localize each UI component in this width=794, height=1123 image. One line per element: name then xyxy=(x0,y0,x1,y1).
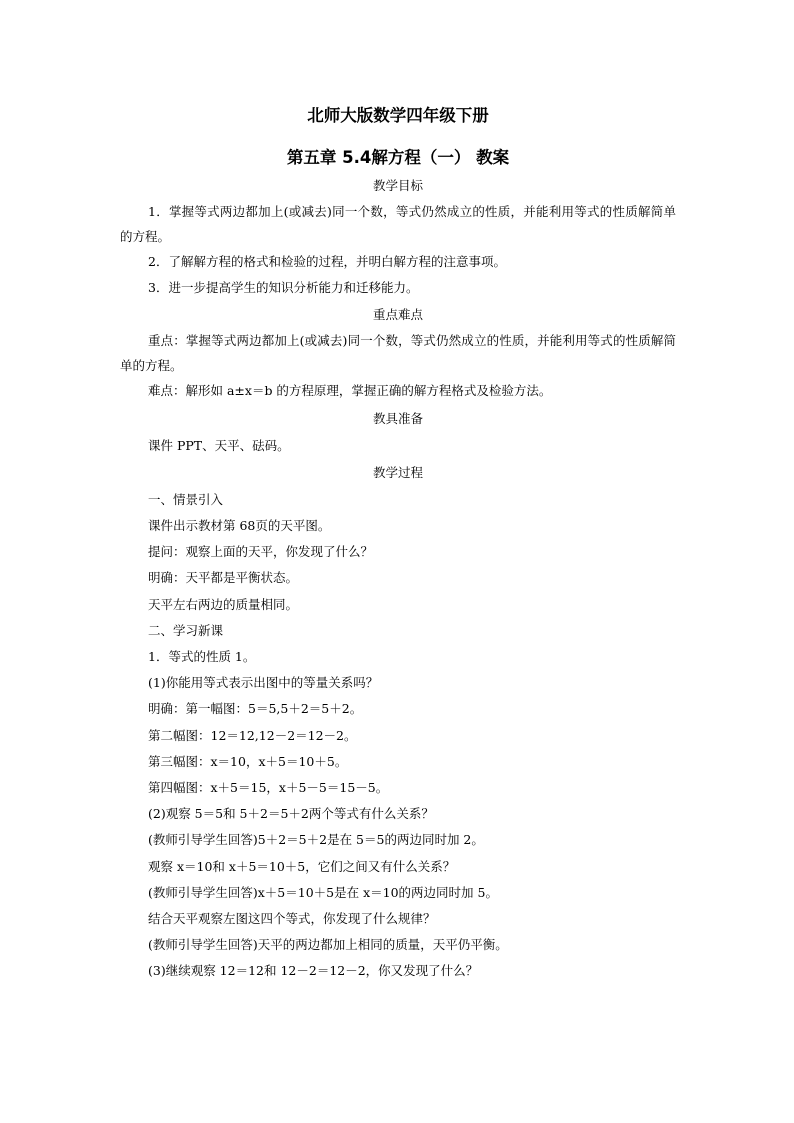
process-line: (1)你能用等式表示出图中的等量关系吗？ xyxy=(148,675,379,691)
process-line: 明确：天平都是平衡状态。 xyxy=(148,570,299,586)
process-line: 1．等式的性质 1。 xyxy=(148,649,256,665)
document-title: 北师大版数学四年级下册 xyxy=(307,106,489,125)
objective-1: 1．掌握等式两边都加上(或减去)同一个数，等式仍然成立的性质，并能利用等式的性质解简单的方程。 xyxy=(120,204,676,244)
section-heading-objectives: 教学目标 xyxy=(372,178,423,193)
process-line: (教师引导学生回答)天平的两边都加上相同的质量，天平仍平衡。 xyxy=(148,937,508,953)
section-heading-key-points: 重点难点 xyxy=(372,307,423,323)
process-line: 结合天平观察左图这四个等式，你发现了什么规律？ xyxy=(148,911,436,927)
section-heading-materials: 教具准备 xyxy=(372,410,423,426)
document-subtitle: 第五章 5.4解方程（一） 教案 xyxy=(286,148,510,167)
key-point: 重点：掌握等式两边都加上(或减去)同一个数，等式仍然成立的性质，并能利用等式的性质解简单的方程。 xyxy=(120,333,676,373)
objective-3: 3．进一步提高学生的知识分析能力和迁移能力。 xyxy=(148,280,419,296)
process-line: 明确：第一幅图：5＝5,5＋2＝5＋2。 xyxy=(148,701,363,717)
process-line: 第三幅图：x＝10，x＋5＝10＋5。 xyxy=(148,753,348,769)
document-content xyxy=(120,104,676,985)
process-line: 天平左右两边的质量相同。 xyxy=(148,596,299,612)
process-line: 课件出示教材第 68页的天平图。 xyxy=(148,518,331,534)
difficulty: 难点：解形如 a±x＝b 的方程原理，掌握正确的解方程格式及检验方法。 xyxy=(148,383,552,399)
process-line: 观察 x＝10和 x＋5＝10＋5，它们之间又有什么关系？ xyxy=(148,858,456,874)
process-line: 第四幅图：x＋5＝15，x＋5－5＝15－5。 xyxy=(148,780,389,796)
process-line: 二、学习新课 xyxy=(148,622,224,638)
process-line: (教师引导学生回答)5＋2＝5＋2是在 5＝5的两边同时加 2。 xyxy=(148,832,484,848)
process-line: 一、情景引入 xyxy=(148,491,224,507)
materials-text: 课件 PPT、天平、砝码。 xyxy=(148,437,290,453)
process-line: 提问：观察上面的天平，你发现了什么？ xyxy=(148,544,374,560)
objective-2: 2．了解解方程的格式和检验的过程，并明白解方程的注意事项。 xyxy=(148,254,506,269)
process-line: (教师引导学生回答)x＋5＝10＋5是在 x＝10的两边同时加 5。 xyxy=(148,884,498,900)
process-line: 第二幅图：12＝12,12－2＝12－2。 xyxy=(148,727,357,743)
process-line: (2)观察 5＝5和 5＋2＝5＋2两个等式有什么关系？ xyxy=(148,806,434,822)
section-heading-process: 教学过程 xyxy=(372,464,423,480)
process-line: (3)继续观察 12＝12和 12－2＝12－2，你又发现了什么？ xyxy=(148,963,479,979)
